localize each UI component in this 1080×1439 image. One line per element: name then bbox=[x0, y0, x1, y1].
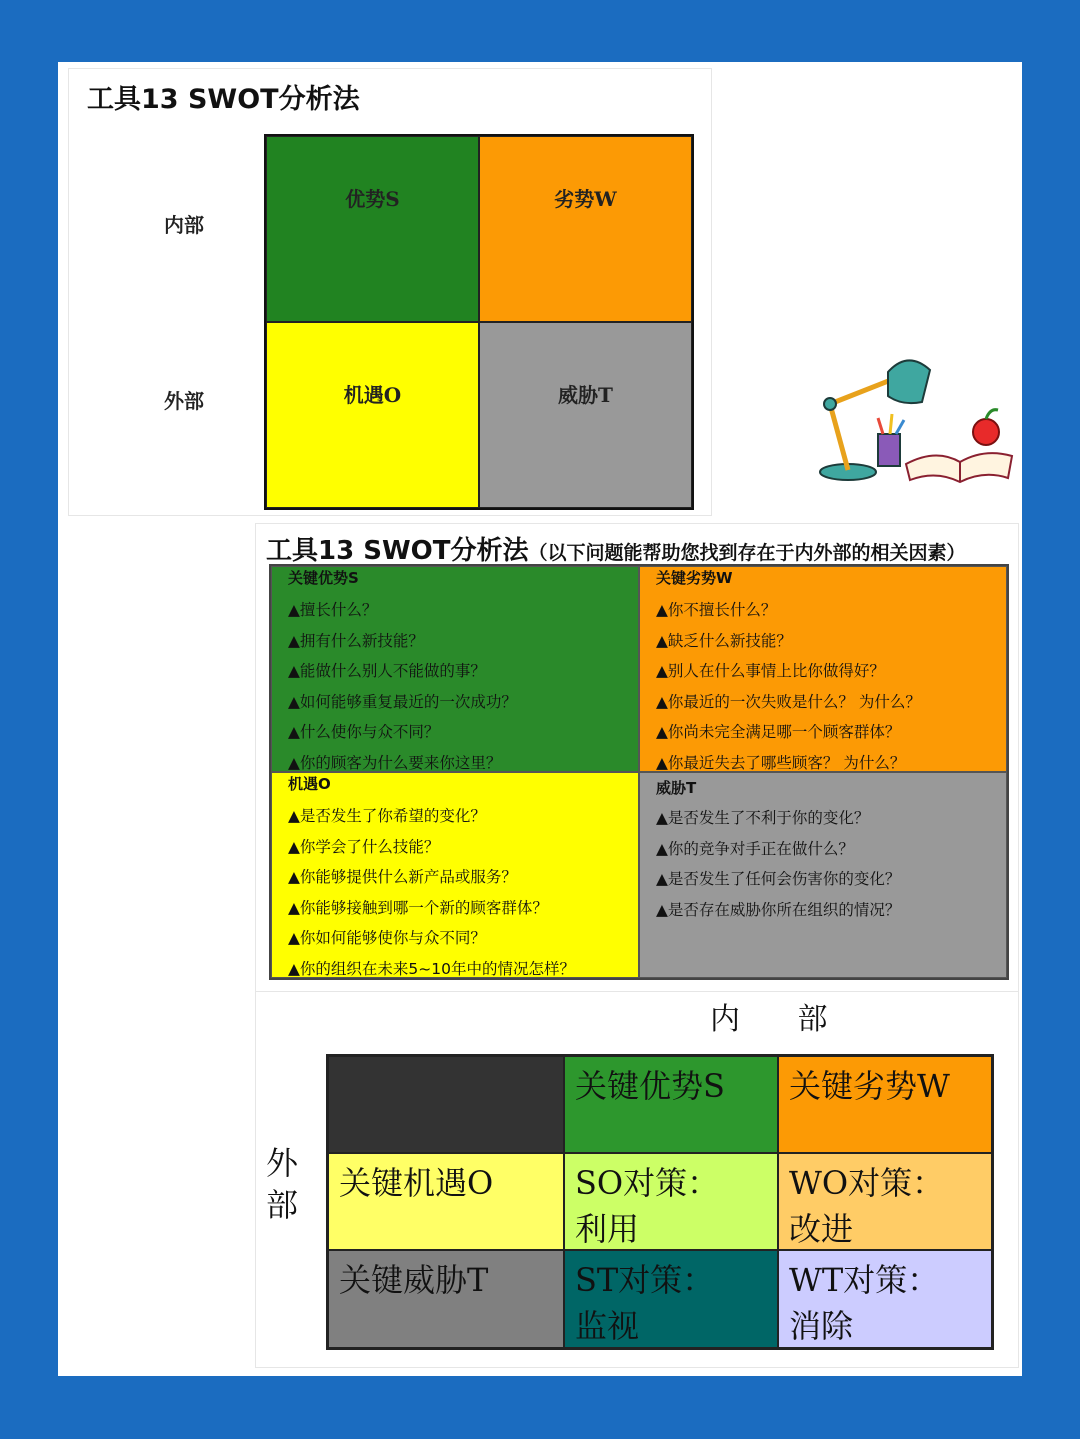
swot-strategy-grid bbox=[326, 1054, 994, 1350]
strength-head: 关键优势S bbox=[288, 569, 359, 587]
internal-axis-label: 内 部 bbox=[710, 1002, 852, 1037]
key-threat-cell: 关键威胁T bbox=[328, 1250, 564, 1348]
list-item: ▲什么使你与众不同？ bbox=[288, 723, 440, 742]
list-item: ▲你学会了什么技能？ bbox=[288, 837, 440, 856]
key-strength-cell: 关键优势S bbox=[564, 1056, 778, 1153]
opportunity-list bbox=[288, 801, 575, 978]
key-opportunity-cell: 关键机遇O bbox=[328, 1153, 564, 1250]
strength-list bbox=[288, 595, 517, 772]
list-item: ▲别人在什么事情上比你做得好？ bbox=[656, 662, 885, 681]
threat-cell: 威胁T bbox=[479, 322, 692, 508]
page bbox=[58, 62, 1022, 1376]
so-strategy-cell: SO对策： 利用 bbox=[564, 1153, 778, 1250]
strength-cell: 优势S bbox=[266, 136, 479, 322]
wt-strategy-cell: WT对策： 消除 bbox=[778, 1250, 992, 1348]
st-strategy-cell: ST对策： 监视 bbox=[564, 1250, 778, 1348]
opportunity-head: 机遇O bbox=[288, 775, 331, 793]
list-item: ▲拥有什么新技能？ bbox=[288, 631, 424, 650]
panel1-title: 工具13 SWOT分析法 bbox=[87, 84, 360, 115]
swot-questions-grid bbox=[269, 564, 1009, 980]
panel2-title bbox=[266, 530, 966, 567]
swot-basic-grid bbox=[264, 134, 694, 510]
threat-head: 威胁T bbox=[656, 779, 697, 797]
list-item: ▲你最近失去了哪些顾客？ 为什么？ bbox=[656, 753, 906, 772]
list-item: ▲你的竞争对手正在做什么？ bbox=[656, 839, 854, 858]
panel2-subtitle: （以下问题能帮助您找到存在于内外部的相关因素） bbox=[528, 542, 966, 564]
list-item: ▲擅长什么？ bbox=[288, 601, 378, 619]
weakness-cell: 劣势W bbox=[479, 136, 692, 322]
list-item: ▲能做什么别人不能做的事？ bbox=[288, 662, 486, 681]
corner-cell bbox=[328, 1056, 564, 1153]
weakness-questions bbox=[639, 566, 1007, 772]
swot-basic-panel bbox=[68, 68, 712, 516]
list-item: ▲是否发生了任何会伤害你的变化？ bbox=[656, 870, 901, 889]
threat-questions bbox=[639, 772, 1007, 978]
list-item: ▲你尚未完全满足哪一个顾客群体？ bbox=[656, 723, 901, 742]
wo-strategy-cell: WO对策： 改进 bbox=[778, 1153, 992, 1250]
internal-label: 内部 bbox=[164, 213, 204, 237]
swot-questions-panel bbox=[255, 523, 1019, 1045]
list-item: ▲是否发生了不利于你的变化？ bbox=[656, 809, 870, 827]
threat-list bbox=[656, 803, 900, 925]
list-item: ▲如何能够重复最近的一次成功？ bbox=[288, 692, 517, 711]
list-item: ▲你的顾客为什么要来你这里？ bbox=[288, 753, 502, 772]
external-label: 外部 bbox=[164, 389, 204, 413]
list-item: ▲是否发生了你希望的变化？ bbox=[288, 807, 486, 825]
strength-questions bbox=[271, 566, 639, 772]
weakness-list bbox=[656, 595, 921, 772]
swot-strategy-panel bbox=[255, 991, 1019, 1368]
list-item: ▲你的组织在未来5~10年中的情况怎样？ bbox=[288, 959, 575, 978]
list-item: ▲你如何能够使你与众不同？ bbox=[288, 929, 486, 948]
external-axis-label: 外部 bbox=[266, 1144, 299, 1224]
list-item: ▲你能够接触到哪一个新的顾客群体？ bbox=[288, 898, 548, 917]
desk-lamp-books-apple-icon bbox=[818, 352, 1018, 492]
weakness-head: 关键劣势W bbox=[656, 569, 733, 587]
opportunity-questions bbox=[271, 772, 639, 978]
list-item: ▲你能够提供什么新产品或服务？ bbox=[288, 868, 517, 887]
list-item: ▲你不擅长什么？ bbox=[656, 601, 777, 619]
panel2-title-main: 工具13 SWOT分析法 bbox=[266, 536, 529, 566]
list-item: ▲你最近的一次失败是什么？ 为什么？ bbox=[656, 692, 921, 711]
list-item: ▲是否存在威胁你所在组织的情况？ bbox=[656, 900, 901, 919]
opportunity-cell: 机遇O bbox=[266, 322, 479, 508]
list-item: ▲缺乏什么新技能？ bbox=[656, 631, 792, 650]
key-weakness-cell: 关键劣势W bbox=[778, 1056, 992, 1153]
